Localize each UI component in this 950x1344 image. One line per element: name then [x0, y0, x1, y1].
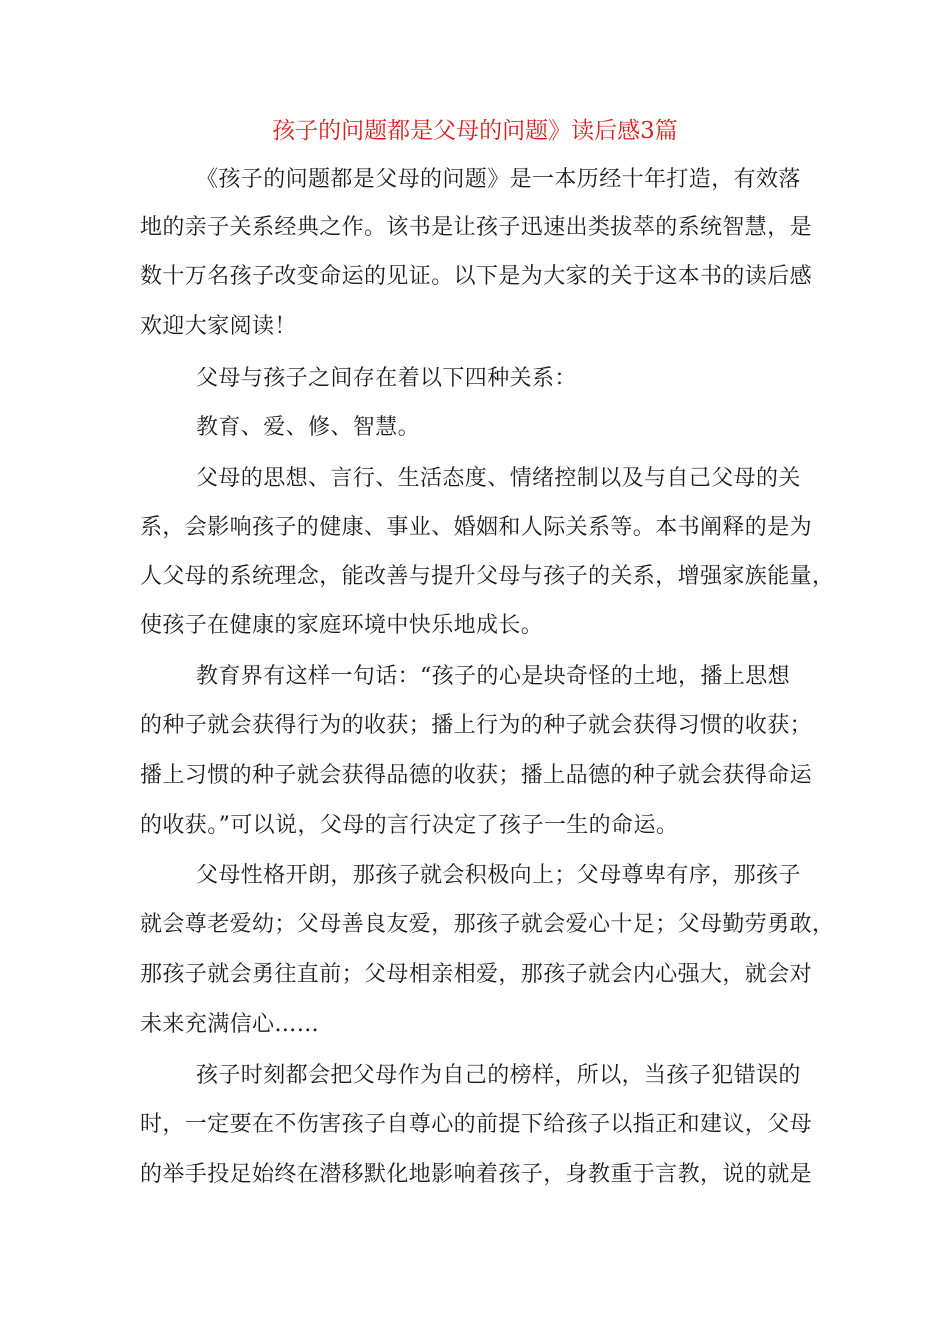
paragraph-4-line-4: 使孩子在健康的家庭环境中快乐地成长。 [140, 613, 544, 638]
paragraph-6-line-3: 那孩子就会勇往直前；父母相亲相爱，那孩子就会内心强大，就会对 [140, 962, 813, 987]
document-title: 孩子的问题都是父母的问题》读后感3篇 [272, 118, 678, 144]
paragraph-1-line-4: 欢迎大家阅读！ [140, 314, 297, 339]
paragraph-5-line-3: 播上习惯的种子就会获得品德的收获；播上品德的种子就会获得命运 [140, 763, 813, 788]
paragraph-5-line-4: 的收获。”可以说，父母的言行决定了孩子一生的命运。 [140, 813, 679, 838]
paragraph-7-line-3: 的举手投足始终在潜移默化地影响着孩子，身教重于言教，说的就是 [140, 1162, 813, 1187]
paragraph-5-line-2: 的种子就会获得行为的收获；播上行为的种子就会获得习惯的收获； [140, 713, 813, 738]
paragraph-1-line-1: 《孩子的问题都是父母的问题》是一本历经十年打造，有效落 [196, 167, 801, 192]
paragraph-6-line-1: 父母性格开朗，那孩子就会积极向上；父母尊卑有序，那孩子 [196, 863, 801, 888]
paragraph-1-line-2: 地的亲子关系经典之作。该书是让孩子迅速出类拔萃的系统智慧，是 [140, 215, 813, 240]
paragraph-5-line-1: 教育界有这样一句话：“孩子的心是块奇怪的土地，播上思想 [196, 664, 791, 689]
paragraph-3-line-1: 教育、爱、修、智慧。 [196, 415, 421, 440]
paragraph-7-line-2: 时，一定要在不伤害孩子自尊心的前提下给孩子以指正和建议，父母 [140, 1112, 813, 1137]
paragraph-4-line-2: 系，会影响孩子的健康、事业、婚姻和人际关系等。本书阐释的是为 [140, 515, 813, 540]
paragraph-4-line-3: 人父母的系统理念，能改善与提升父母与孩子的关系，增强家族能量， [140, 564, 835, 589]
paragraph-1-line-3: 数十万名孩子改变命运的见证。以下是为大家的关于这本书的读后感 [140, 264, 813, 289]
paragraph-6-line-2: 就会尊老爱幼；父母善良友爱，那孩子就会爱心十足；父母勤劳勇敢， [140, 912, 835, 937]
paragraph-2-line-1: 父母与孩子之间存在着以下四种关系： [196, 366, 577, 391]
paragraph-4-line-1: 父母的思想、言行、生活态度、情绪控制以及与自己父母的关 [196, 466, 801, 491]
paragraph-7-line-1: 孩子时刻都会把父母作为自己的榜样，所以，当孩子犯错误的 [196, 1063, 801, 1088]
paragraph-6-line-4: 未来充满信心…… [140, 1012, 320, 1037]
